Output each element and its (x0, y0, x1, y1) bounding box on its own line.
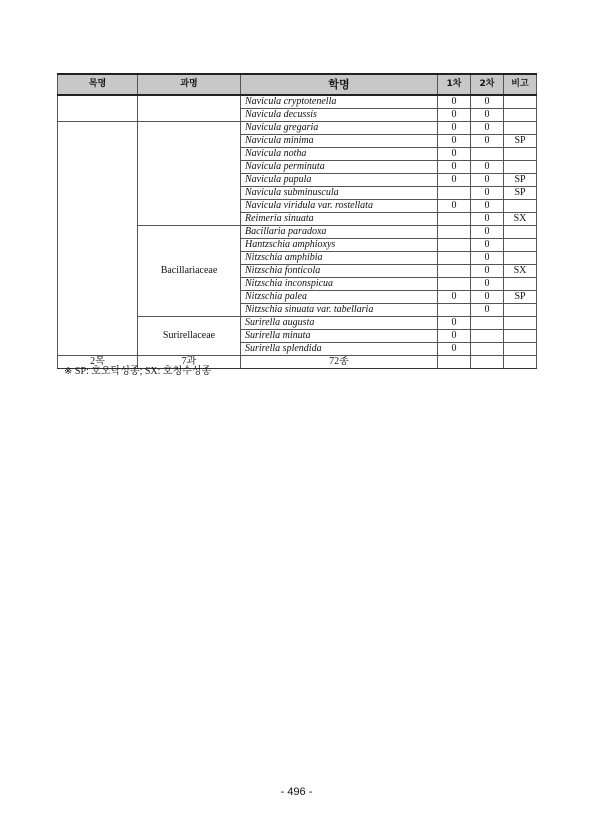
family-cell (138, 122, 241, 226)
species-name: Navicula minima (241, 135, 438, 148)
species-name: Bacillaria paradoxa (241, 226, 438, 239)
species-name: Navicula decussis (241, 109, 438, 122)
remark-cell (504, 278, 537, 291)
first-survey-cell: 0 (438, 317, 471, 330)
first-survey-cell (438, 304, 471, 317)
second-survey-cell: 0 (471, 252, 504, 265)
table-row (58, 122, 537, 135)
header-remark: 비고 (504, 74, 537, 95)
species-name: Nitzschia amphibia (241, 252, 438, 265)
total-families: 7과 (138, 356, 241, 369)
first-survey-cell (438, 265, 471, 278)
second-survey-cell: 0 (471, 174, 504, 187)
species-name: Navicula perminuta (241, 161, 438, 174)
species-name: Navicula gregaria (241, 122, 438, 135)
remark-cell (504, 122, 537, 135)
species-name: Navicula notha (241, 148, 438, 161)
first-survey-cell: 0 (438, 200, 471, 213)
species-name: Navicula cryptotenella (241, 95, 438, 109)
first-survey-cell: 0 (438, 343, 471, 356)
second-survey-cell: 0 (471, 304, 504, 317)
header-scientific-name: 학명 (241, 74, 438, 95)
species-name: Surirella minuta (241, 330, 438, 343)
species-name: Surirella augusta (241, 317, 438, 330)
total-first-cell (438, 356, 471, 369)
remark-cell (504, 330, 537, 343)
second-survey-cell: 0 (471, 109, 504, 122)
species-name: Navicula viridula var. rostellata (241, 200, 438, 213)
remark-cell: SP (504, 291, 537, 304)
first-survey-cell: 0 (438, 122, 471, 135)
second-survey-cell: 0 (471, 291, 504, 304)
species-name: Nitzschia fonticola (241, 265, 438, 278)
footnote: ※ SP: 호오탁성종; SX: 호청수성종 (64, 366, 212, 377)
remark-cell (504, 226, 537, 239)
species-name: Nitzschia sinuata var. tabellaria (241, 304, 438, 317)
species-name: Navicula pupula (241, 174, 438, 187)
family-surirellaceae: Surirellaceae (138, 317, 241, 356)
remark-cell (504, 200, 537, 213)
header-order: 목명 (58, 74, 138, 95)
first-survey-cell: 0 (438, 330, 471, 343)
header-second-survey: 2차 (471, 74, 504, 95)
family-cell (138, 95, 241, 122)
second-survey-cell: 0 (471, 265, 504, 278)
remark-cell: SP (504, 174, 537, 187)
species-name: Nitzschia inconspicua (241, 278, 438, 291)
first-survey-cell: 0 (438, 291, 471, 304)
total-second-cell (471, 356, 504, 369)
remark-cell (504, 317, 537, 330)
first-survey-cell (438, 239, 471, 252)
total-orders: 2목 (58, 356, 138, 369)
second-survey-cell: 0 (471, 239, 504, 252)
page-number: - 496 - (280, 786, 313, 798)
total-remark-cell (504, 356, 537, 369)
table-header-row (58, 74, 537, 95)
second-survey-cell: 0 (471, 187, 504, 200)
first-survey-cell: 0 (438, 148, 471, 161)
species-name: Reimeria sinuata (241, 213, 438, 226)
second-survey-cell: 0 (471, 200, 504, 213)
second-survey-cell (471, 317, 504, 330)
remark-cell: SP (504, 187, 537, 200)
first-survey-cell: 0 (438, 174, 471, 187)
second-survey-cell: 0 (471, 213, 504, 226)
second-survey-cell (471, 343, 504, 356)
remark-cell: SX (504, 213, 537, 226)
remark-cell (504, 343, 537, 356)
species-name: Nitzschia palea (241, 291, 438, 304)
first-survey-cell: 0 (438, 95, 471, 109)
second-survey-cell: 0 (471, 135, 504, 148)
species-name: Navicula subminuscula (241, 187, 438, 200)
first-survey-cell (438, 226, 471, 239)
remark-cell (504, 161, 537, 174)
first-survey-cell: 0 (438, 135, 471, 148)
species-name: Surirella splendida (241, 343, 438, 356)
remark-cell (504, 95, 537, 109)
remark-cell (504, 252, 537, 265)
table-row (58, 95, 537, 109)
species-name: Hantzschia amphioxys (241, 239, 438, 252)
first-survey-cell (438, 278, 471, 291)
family-bacillariaceae: Bacillariaceae (138, 226, 241, 317)
total-species: 72종 (241, 356, 438, 369)
second-survey-cell: 0 (471, 95, 504, 109)
first-survey-cell (438, 252, 471, 265)
order-cell (58, 95, 138, 122)
remark-cell (504, 239, 537, 252)
remark-cell (504, 109, 537, 122)
remark-cell (504, 304, 537, 317)
second-survey-cell: 0 (471, 278, 504, 291)
species-table (57, 73, 537, 369)
second-survey-cell (471, 148, 504, 161)
header-first-survey: 1차 (438, 74, 471, 95)
remark-cell (504, 148, 537, 161)
first-survey-cell (438, 187, 471, 200)
first-survey-cell: 0 (438, 109, 471, 122)
first-survey-cell: 0 (438, 161, 471, 174)
second-survey-cell: 0 (471, 122, 504, 135)
header-family: 과명 (138, 74, 241, 95)
second-survey-cell (471, 330, 504, 343)
order-cell (58, 122, 138, 356)
first-survey-cell (438, 213, 471, 226)
remark-cell: SP (504, 135, 537, 148)
remark-cell: SX (504, 265, 537, 278)
second-survey-cell: 0 (471, 161, 504, 174)
second-survey-cell: 0 (471, 226, 504, 239)
